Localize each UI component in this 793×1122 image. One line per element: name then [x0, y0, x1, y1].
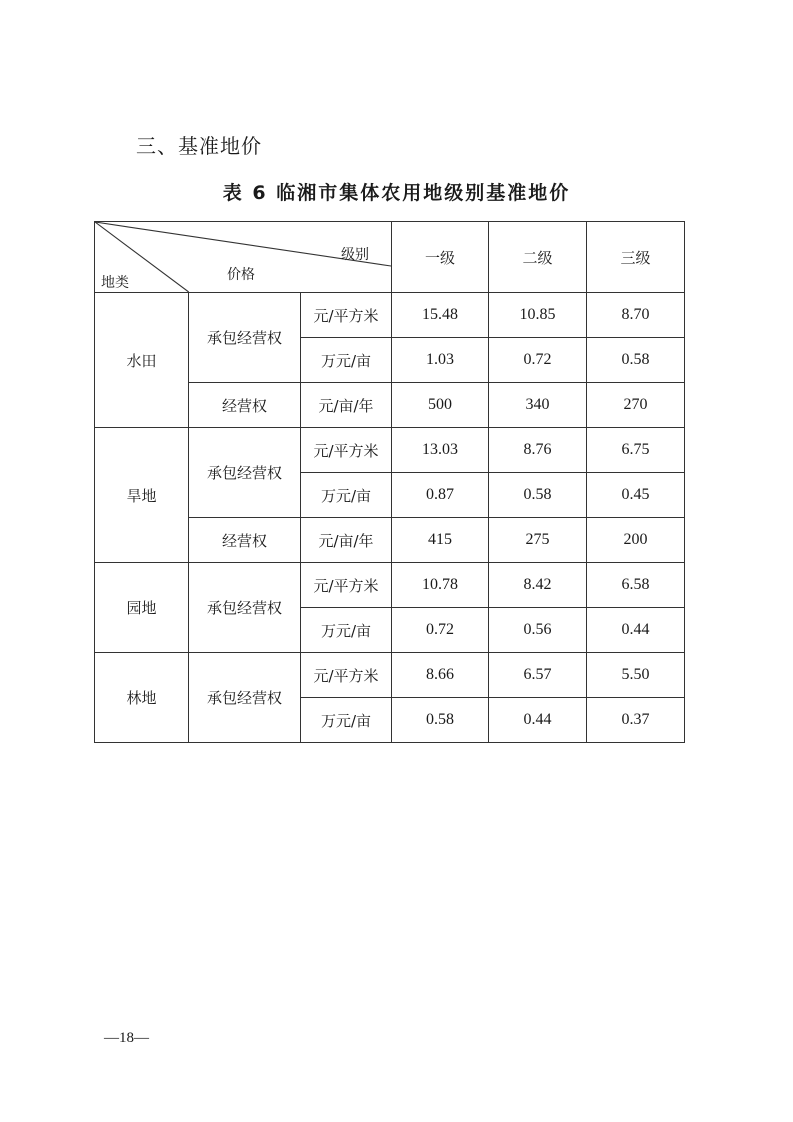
value-cell: 10.85: [489, 293, 587, 338]
unit-cell: 元/亩/年: [301, 383, 392, 428]
diag-price-label: 价格: [227, 267, 255, 283]
diag-grade-label: 级别: [341, 247, 370, 263]
value-cell: 5.50: [587, 653, 685, 698]
table-row: [95, 428, 685, 473]
table-title: 表 6 临湘市集体农用地级别基准地价: [222, 182, 571, 204]
value-cell: 8.42: [489, 563, 587, 608]
unit-cell: 元/平方米: [301, 293, 392, 338]
value-cell: 415: [392, 518, 489, 563]
unit-cell: 元/平方米: [301, 563, 392, 608]
unit-cell: 万元/亩: [301, 698, 392, 743]
diag-land-label: 地类: [101, 275, 129, 291]
table-row: [95, 293, 685, 338]
value-cell: 1.03: [392, 338, 489, 383]
right-type-cell: 承包经营权: [189, 653, 301, 743]
value-cell: 0.58: [392, 698, 489, 743]
value-cell: 275: [489, 518, 587, 563]
right-type-cell: 承包经营权: [189, 293, 301, 383]
value-cell: 0.44: [489, 698, 587, 743]
right-type-cell: 承包经营权: [189, 428, 301, 518]
value-cell: 6.58: [587, 563, 685, 608]
value-cell: 200: [587, 518, 685, 563]
benchmark-price-table: [94, 221, 685, 743]
land-type-cell: 旱地: [95, 428, 189, 563]
value-cell: 270: [587, 383, 685, 428]
value-cell: 0.44: [587, 608, 685, 653]
right-type-cell: 承包经营权: [189, 563, 301, 653]
value-cell: 0.56: [489, 608, 587, 653]
value-cell: 8.70: [587, 293, 685, 338]
unit-cell: 万元/亩: [301, 338, 392, 383]
table-row: [95, 653, 685, 698]
grade-header-1: 一级: [392, 222, 489, 293]
section-heading: 三、基准地价: [136, 134, 262, 158]
table-header-row: [95, 222, 685, 293]
value-cell: 6.75: [587, 428, 685, 473]
land-type-cell: 水田: [95, 293, 189, 428]
land-type-cell: 园地: [95, 563, 189, 653]
diagonal-header-cell: [95, 222, 392, 293]
value-cell: 0.87: [392, 473, 489, 518]
unit-cell: 元/平方米: [301, 428, 392, 473]
page-number: —18—: [104, 1030, 149, 1046]
value-cell: 0.37: [587, 698, 685, 743]
value-cell: 13.03: [392, 428, 489, 473]
value-cell: 8.66: [392, 653, 489, 698]
unit-cell: 万元/亩: [301, 473, 392, 518]
right-type-cell: 经营权: [189, 518, 301, 563]
table-row: [95, 563, 685, 608]
value-cell: 15.48: [392, 293, 489, 338]
value-cell: 10.78: [392, 563, 489, 608]
value-cell: 0.58: [587, 338, 685, 383]
grade-header-3: 三级: [587, 222, 685, 293]
value-cell: 500: [392, 383, 489, 428]
value-cell: 0.72: [489, 338, 587, 383]
value-cell: 0.72: [392, 608, 489, 653]
right-type-cell: 经营权: [189, 383, 301, 428]
land-type-cell: 林地: [95, 653, 189, 743]
value-cell: 0.58: [489, 473, 587, 518]
value-cell: 0.45: [587, 473, 685, 518]
unit-cell: 元/平方米: [301, 653, 392, 698]
unit-cell: 元/亩/年: [301, 518, 392, 563]
value-cell: 340: [489, 383, 587, 428]
value-cell: 8.76: [489, 428, 587, 473]
unit-cell: 万元/亩: [301, 608, 392, 653]
value-cell: 6.57: [489, 653, 587, 698]
grade-header-2: 二级: [489, 222, 587, 293]
